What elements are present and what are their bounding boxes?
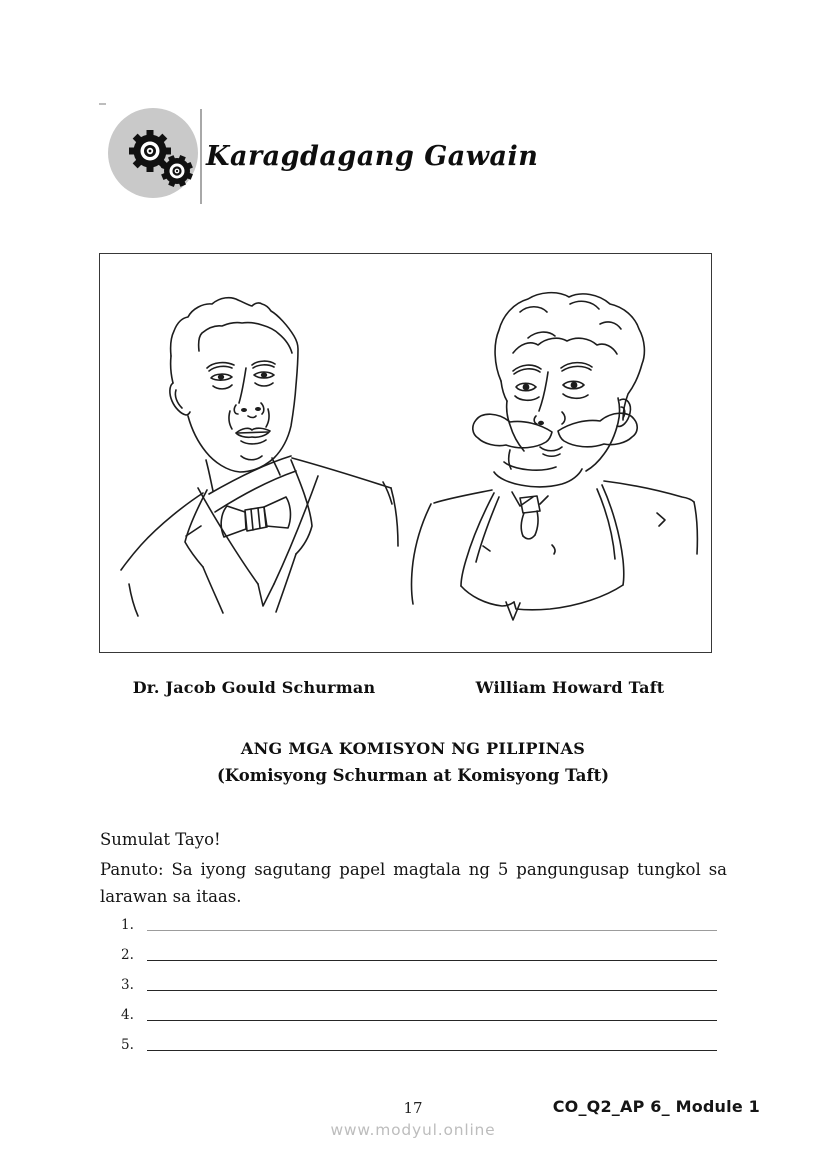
portrait-schurman: [121, 298, 398, 616]
figure-box: [99, 253, 712, 653]
gears-icon-graphic: [108, 108, 198, 198]
portrait-taft: [412, 293, 698, 620]
answer-blank-line: [147, 930, 717, 931]
answer-row-3: [121, 977, 717, 1007]
footer-module-label: CO_Q2_AP 6_ Module 1: [552, 1097, 760, 1116]
answer-row-2: [121, 947, 717, 977]
figure-heading-line2: (Komisyong Schurman at Komisyong Taft): [216, 766, 610, 785]
answer-number: 3.: [121, 977, 134, 993]
portraits-illustration: [100, 254, 711, 652]
answer-row-4: [121, 1007, 717, 1037]
activity-instructions-line1: Panuto: Sa iyong sagutang papel magtala ng 5 pangungusap tungkol sa: [100, 860, 727, 879]
answer-number: 4.: [121, 1007, 134, 1023]
footer-watermark: www.modyul.online: [330, 1121, 496, 1139]
answer-number: 1.: [121, 917, 134, 933]
gear-small: [161, 155, 193, 187]
answer-blank-line: [147, 1050, 717, 1051]
caption-schurman: Dr. Jacob Gould Schurman: [132, 678, 376, 697]
answer-number: 5.: [121, 1037, 134, 1053]
answer-blank-line: [147, 990, 717, 991]
caption-taft: William Howard Taft: [475, 678, 665, 697]
page-title: Karagdagang Gawain: [206, 141, 539, 172]
footer-page-number: 17: [403, 1099, 423, 1117]
answer-blank-line: [147, 960, 717, 961]
header-divider: [200, 109, 202, 204]
answer-row-5: [121, 1037, 717, 1067]
answer-number: 2.: [121, 947, 134, 963]
figure-heading-line1: ANG MGA KOMISYON NG PILIPINAS: [240, 739, 586, 758]
gears-icon: [108, 108, 198, 198]
scan-artifact: [99, 103, 106, 105]
activity-instructions-line2: larawan sa itaas.: [100, 887, 242, 906]
answer-blank-line: [147, 1020, 717, 1021]
answer-row-1: [121, 917, 717, 947]
activity-intro: Sumulat Tayo!: [100, 830, 221, 849]
